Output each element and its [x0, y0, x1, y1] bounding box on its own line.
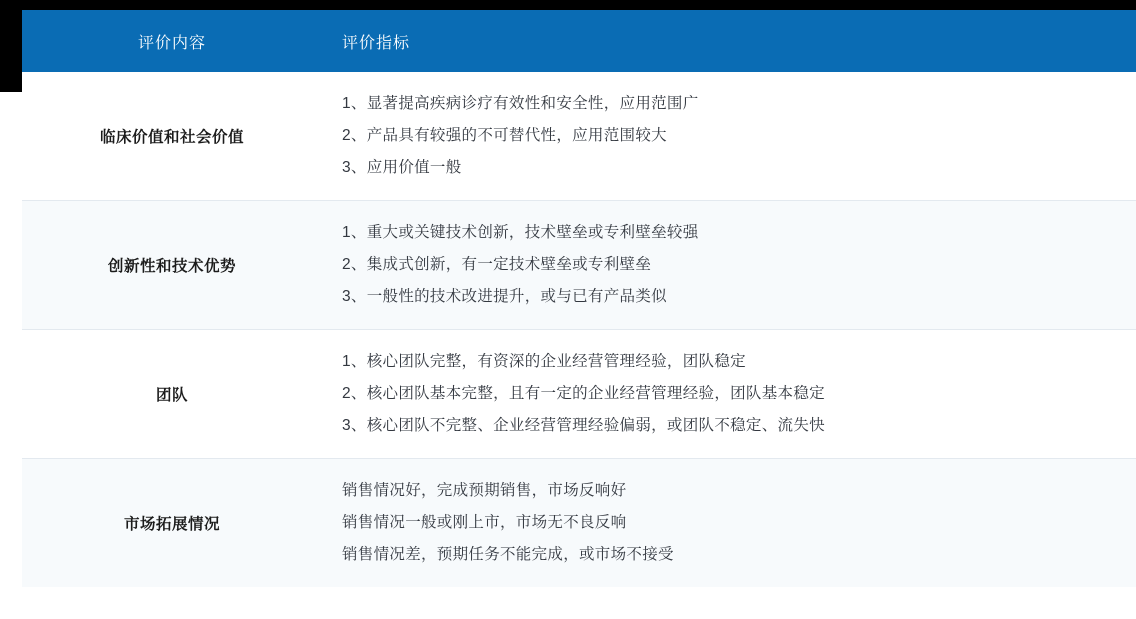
list-item: 1、显著提高疾病诊疗有效性和安全性，应用范围广	[342, 95, 699, 112]
table-head	[22, 10, 1136, 72]
list-item: 3、一般性的技术改进提升，或与已有产品类似	[342, 288, 667, 305]
list-item: 销售情况好，完成预期销售，市场反响好	[342, 482, 627, 499]
evaluation-table	[22, 10, 1136, 587]
list-item: 销售情况差，预期任务不能完成，或市场不接受	[342, 546, 674, 563]
table-row	[22, 72, 1136, 201]
list-item: 3、应用价值一般	[342, 159, 462, 176]
row-items-team	[322, 330, 1136, 459]
list-item: 1、重大或关键技术创新，技术壁垒或专利壁垒较强	[342, 224, 699, 241]
row-label-clinical-value: 临床价值和社会价值	[22, 72, 322, 201]
list-item: 2、产品具有较强的不可替代性，应用范围较大	[342, 127, 667, 144]
header-cell-metric: 评价指标	[322, 10, 1136, 72]
header-cell-content: 评价内容	[22, 10, 322, 72]
list-item: 3、核心团队不完整、企业经营管理经验偏弱，或团队不稳定、流失快	[342, 417, 825, 434]
row-label-team: 团队	[22, 330, 322, 459]
table-header-row	[22, 10, 1136, 72]
list-item: 2、核心团队基本完整，且有一定的企业经营管理经验，团队基本稳定	[342, 385, 825, 402]
list-item: 销售情况一般或刚上市，市场无不良反响	[342, 514, 627, 531]
evaluation-table-container	[22, 10, 1114, 587]
list-item: 1、核心团队完整，有资深的企业经营管理经验，团队稳定	[342, 353, 746, 370]
table-row	[22, 330, 1136, 459]
top-black-bar	[0, 0, 1136, 10]
row-label-innovation: 创新性和技术优势	[22, 201, 322, 330]
left-black-margin	[0, 0, 22, 92]
row-items-market	[322, 459, 1136, 588]
row-items-clinical-value	[322, 72, 1136, 201]
table-body	[22, 72, 1136, 587]
list-item: 2、集成式创新，有一定技术壁垒或专利壁垒	[342, 256, 652, 273]
row-label-market: 市场拓展情况	[22, 459, 322, 588]
row-items-innovation	[322, 201, 1136, 330]
table-row	[22, 201, 1136, 330]
table-row	[22, 459, 1136, 588]
